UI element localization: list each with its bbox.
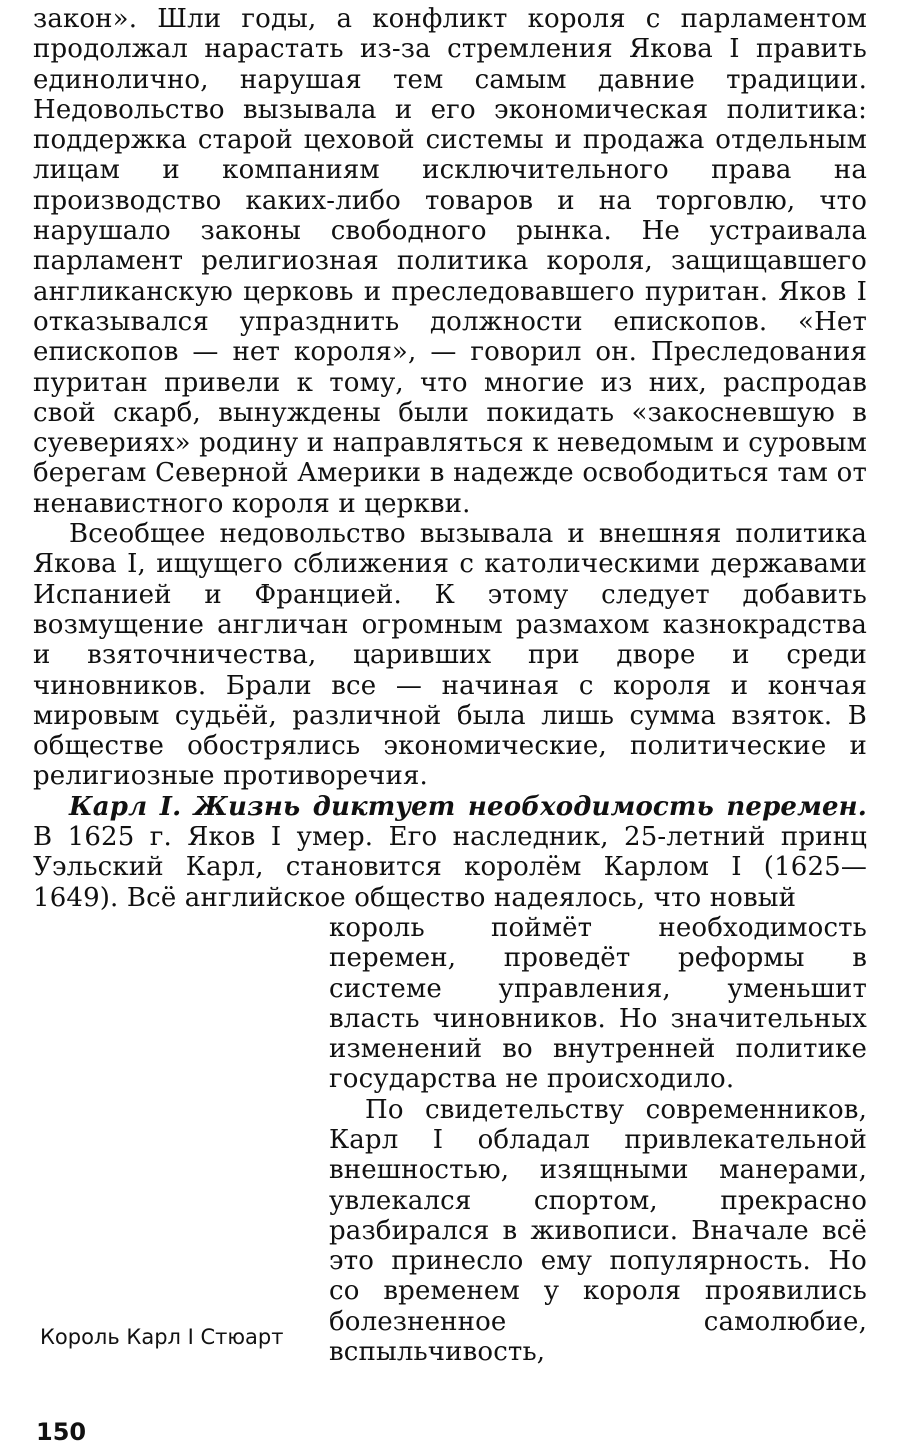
paragraph-4: По свидетельству современников, Карл I обладал привлекательной внешностью, изящными манерами, увлекался спортом, прекрасно разбирался в живописи. Вначале всё это принесло ему популярность. Но со временем у короля проявились болезненное самолюбие, вспыльчивость, (329, 1094, 867, 1368)
figure-caption: Король Карл I Стюарт (40, 1325, 284, 1349)
paragraph-2: Всеобщее недовольство вызывала и внешняя политика Якова I, ищущего сближения с католическими державами Испанией и Францией. К этому следует добавить возмущение англичан огромным размахом казнокрадства и взяточничества, царивших при дворе и среди чиновников. Брали все — начиная с короля и кончая мировым судьёй, различной была лишь сумма взяток. В обществе обострялись экономические, политические и религиозные противоречия. (33, 519, 867, 792)
section-heading: Карл I. Жизнь диктует необходимость перемен. (69, 791, 867, 822)
paragraph-3-text: В 1625 г. Яков I умер. Его наследник, 25-летний принц Уэльский Карл, становится королём Карлом I (1625—1649). Всё английское общество надеялось, что новый (33, 822, 867, 913)
body-text (33, 4, 867, 1367)
paragraph-3-continued: король поймёт необходимость перемен, проведёт реформы в системе управления, уменьшит власть чиновников. Но значительных изменений во внутренней политике государства не происходило. (329, 912, 867, 1095)
paragraph-1: закон». Шли годы, а конфликт короля с парламентом продолжал нарастать из-за стремления Якова I править единолично, нарушая тем самым давние традиции. Недовольство вызывала и его экономическая политика: поддержка старой цеховой системы и продажа отдельным лицам и компаниям исключительного права на производство каких-либо товаров и на торговлю, что нарушало законы свободного рынка. Не устраивала парламент религиозная политика короля, защищавшего англиканскую церковь и преследовавшего пуритан. Яков I отказывался упразднить должности епископов. «Нет епископов — нет короля», — говорил он. Преследования пуритан привели к тому, что многие из них, распродав свой скарб, вынуждены были покидать «закосневшую в суевериях» родину и направляться к неведомым и суровым берегам Северной Америки в надежде освободиться там от ненавистного короля и церкви. (33, 4, 867, 519)
paragraph-3 (33, 792, 867, 913)
wrapped-column (329, 913, 867, 1367)
page-number: 150 (36, 1418, 87, 1446)
